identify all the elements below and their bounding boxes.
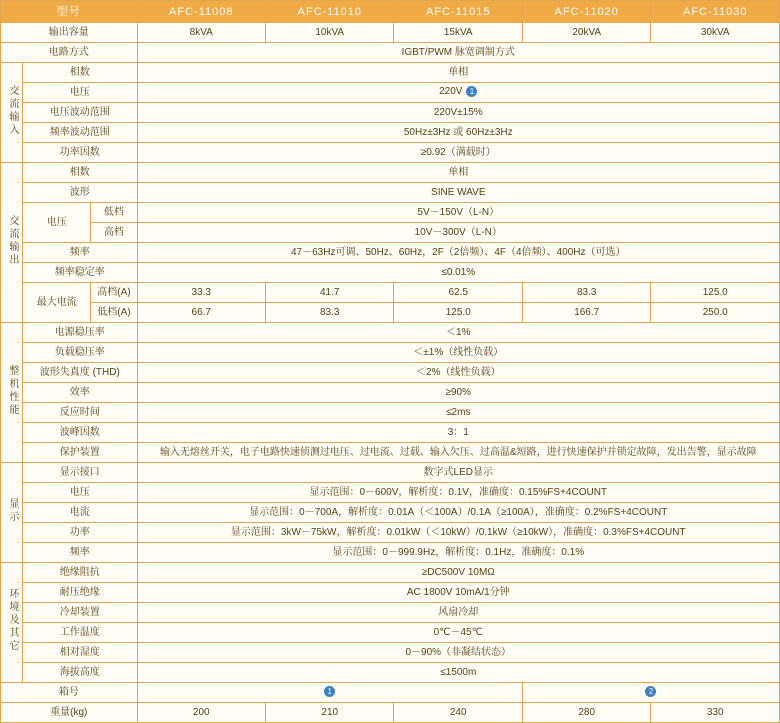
row-display-voltage [1,483,780,503]
row-ac-output-frequency [1,243,780,263]
value-max-current-low-2: 83.3 [266,303,394,323]
row-efficiency [1,383,780,403]
value-cooling: 风扇冷却 [137,603,779,623]
header-model-2: AFC-11010 [266,1,394,23]
value-humidity: 0－90%（非凝结状态） [137,643,779,663]
label-ac-output-voltage: 电压 [23,203,91,243]
value-load-regulation: ＜±1%（线性负载） [137,343,779,363]
value-response-time: ≤2ms [137,403,779,423]
value-ac-output-freq-stability: ≤0.01% [137,263,779,283]
value-output-capacity-3: 15kVA [394,23,522,43]
label-display-frequency: 频率 [23,543,137,563]
label-ac-output-freq-stability: 频率稳定率 [23,263,137,283]
row-altitude [1,663,780,683]
label-case-number: 箱号 [1,683,138,703]
row-display-power [1,523,780,543]
value-ac-input-phase: 单相 [137,63,779,83]
value-max-current-low-4: 166.7 [522,303,650,323]
value-output-capacity-4: 20kVA [522,23,650,43]
header-model-5: AFC-11030 [651,1,780,23]
row-insulation-resistance [1,563,780,583]
value-operating-temp: 0℃－45℃ [137,623,779,643]
label-dielectric-strength: 耐压绝缘 [23,583,137,603]
row-dielectric-strength [1,583,780,603]
value-protection: 输入无熔丝开关，电子电路快速侦测过电压、过电流、过载、输入欠压、过高温&短路，进行快速保护并锁定故障，发出告警，显示故障 [137,443,779,463]
value-output-capacity-5: 30kVA [651,23,780,43]
row-protection [1,443,780,463]
value-thd: ＜2%（线性负载） [137,363,779,383]
row-ac-output-waveform [1,183,780,203]
value-crest-factor: 3：1 [137,423,779,443]
label-ac-input-power-factor: 功率因数 [23,143,137,163]
row-display-current [1,503,780,523]
group-label-environment: 环境及其它 [1,563,23,683]
value-weight-1: 200 [137,703,265,723]
label-ac-output-phase: 相数 [23,163,137,183]
value-max-current-low-3: 125.0 [394,303,522,323]
row-thd [1,363,780,383]
label-insulation-resistance: 绝缘阻抗 [23,563,137,583]
label-display-power: 功率 [23,523,137,543]
header-model-4: AFC-11020 [522,1,650,23]
row-case-number [1,683,780,703]
row-circuit-method [1,43,780,63]
label-max-current: 最大电流 [23,283,91,323]
row-max-current-high [1,283,780,303]
value-max-current-high-1: 33.3 [137,283,265,303]
row-output-capacity [1,23,780,43]
value-insulation-resistance: ≥DC500V 10MΩ [137,563,779,583]
label-load-regulation: 负载稳压率 [23,343,137,363]
label-max-current-low: 低档(A) [91,303,137,323]
row-ac-output-phase [1,163,780,183]
value-output-capacity-1: 8kVA [137,23,265,43]
header-model-label: 型号 [1,1,138,23]
value-circuit-method: IGBT/PWM 脉宽调制方式 [137,43,779,63]
value-weight-4: 280 [522,703,650,723]
value-max-current-high-4: 83.3 [522,283,650,303]
value-case-number-right [522,683,779,703]
footnote-badge-case-2: 2 [645,686,656,697]
row-ac-input-voltage [1,83,780,103]
label-ac-input-voltage: 电压 [23,83,137,103]
label-ac-output-waveform: 波形 [23,183,137,203]
footnote-badge-1: 1 [466,86,477,97]
label-source-regulation: 电源稳压率 [23,323,137,343]
value-display-power: 显示范围：3kW－75kW，解析度：0.01kW（＜10kW）/0.1kW（≥10kW），准确度：0.3%FS+4COUNT [137,523,779,543]
value-dielectric-strength: AC 1800V 10mA/1分钟 [137,583,779,603]
label-display-interface: 显示接口 [23,463,137,483]
value-max-current-high-2: 41.7 [266,283,394,303]
label-ac-input-voltage-range: 电压波动范围 [23,103,137,123]
label-thd: 波形失真度 (THD) [23,363,137,383]
label-ac-input-freq-range: 频率波动范围 [23,123,137,143]
row-operating-temp [1,623,780,643]
label-max-current-high: 高档(A) [91,283,137,303]
footnote-badge-case-1: 1 [324,686,335,697]
value-weight-5: 330 [651,703,780,723]
group-label-display: 显示 [1,463,23,563]
row-weight [1,703,780,723]
label-altitude: 海拔高度 [23,663,137,683]
value-ac-input-voltage-range: 220V±15% [137,103,779,123]
label-ac-output-voltage-low: 低档 [91,203,137,223]
header-model-3: AFC-11015 [394,1,522,23]
value-max-current-high-5: 125.0 [651,283,780,303]
label-display-voltage: 电压 [23,483,137,503]
row-load-regulation [1,343,780,363]
label-display-current: 电流 [23,503,137,523]
value-display-current: 显示范围：0－700A，解析度：0.01A（＜100A）/0.1A（≥100A），准确度：0.2%FS+4COUNT [137,503,779,523]
row-ac-input-phase [1,63,780,83]
row-response-time [1,403,780,423]
row-ac-input-power-factor [1,143,780,163]
value-case-number-left [137,683,522,703]
value-display-voltage: 显示范围：0－600V，解析度：0.1V，准确度：0.15%FS+4COUNT [137,483,779,503]
label-cooling: 冷却装置 [23,603,137,623]
value-ac-output-waveform: SINE WAVE [137,183,779,203]
group-label-ac-input: 交流输入 [1,63,23,163]
value-output-capacity-2: 10kVA [266,23,394,43]
row-max-current-low [1,303,780,323]
value-ac-output-phase: 单相 [137,163,779,183]
label-weight: 重量(kg) [1,703,138,723]
row-cooling [1,603,780,623]
value-ac-output-voltage-low: 5V－150V（L-N） [137,203,779,223]
value-max-current-low-5: 250.0 [651,303,780,323]
row-ac-input-freq-range [1,123,780,143]
label-ac-output-voltage-high: 高档 [91,223,137,243]
label-ac-output-frequency: 频率 [23,243,137,263]
label-response-time: 反应时间 [23,403,137,423]
value-ac-output-frequency: 47－63Hz可调、50Hz、60Hz，2F（2倍频）、4F（4倍频）、400Hz（可选） [137,243,779,263]
row-source-regulation [1,323,780,343]
row-crest-factor [1,423,780,443]
value-display-frequency: 显示范围：0－999.9Hz，解析度：0.1Hz，准确度：0.1% [137,543,779,563]
value-ac-input-voltage-text: 220V [439,86,463,98]
label-protection: 保护装置 [23,443,137,463]
value-ac-output-voltage-high: 10V－300V（L-N） [137,223,779,243]
value-max-current-high-3: 62.5 [394,283,522,303]
row-ac-output-voltage-high [1,223,780,243]
value-max-current-low-1: 66.7 [137,303,265,323]
value-ac-input-power-factor: ≥0.92（满载时） [137,143,779,163]
row-display-interface [1,463,780,483]
label-crest-factor: 波峰因数 [23,423,137,443]
table-header-row [1,1,780,23]
row-ac-output-voltage-low [1,203,780,223]
group-label-performance: 整机性能 [1,323,23,463]
row-ac-output-freq-stability [1,263,780,283]
label-operating-temp: 工作温度 [23,623,137,643]
value-altitude: ≤1500m [137,663,779,683]
value-weight-2: 210 [266,703,394,723]
row-ac-input-voltage-range [1,103,780,123]
label-circuit-method: 电路方式 [1,43,138,63]
value-source-regulation: ＜1% [137,323,779,343]
header-model-1: AFC-11008 [137,1,265,23]
value-ac-input-freq-range: 50Hz±3Hz 或 60Hz±3Hz [137,123,779,143]
label-efficiency: 效率 [23,383,137,403]
group-label-ac-output: 交流输出 [1,163,23,323]
label-output-capacity: 输出容量 [1,23,138,43]
label-humidity: 相对湿度 [23,643,137,663]
value-weight-3: 240 [394,703,522,723]
value-display-interface: 数字式LED显示 [137,463,779,483]
value-efficiency: ≥90% [137,383,779,403]
row-display-frequency [1,543,780,563]
label-ac-input-phase: 相数 [23,63,137,83]
value-ac-input-voltage [137,83,779,103]
